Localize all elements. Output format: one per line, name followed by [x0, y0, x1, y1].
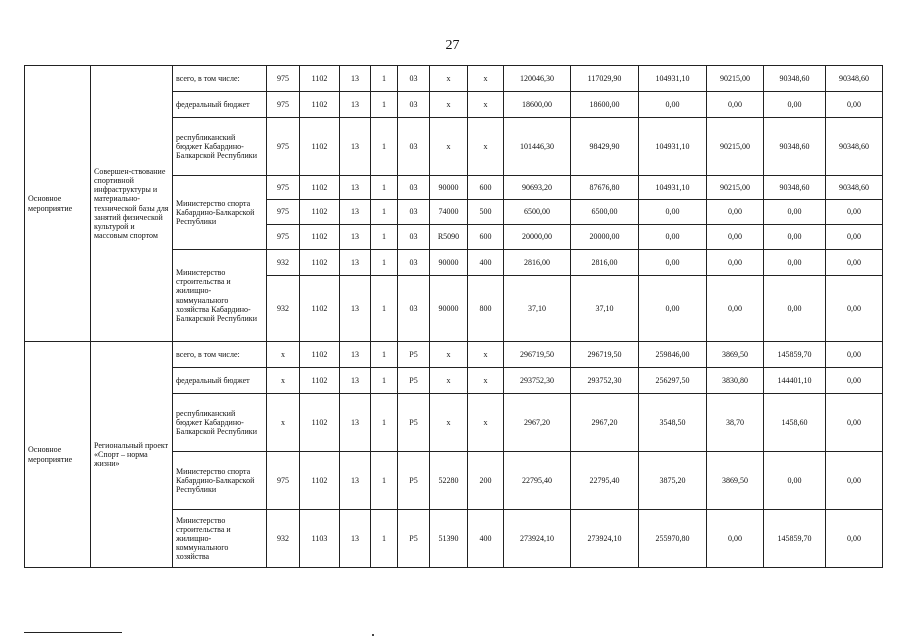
cell: 1 — [371, 368, 398, 394]
cell: x — [430, 342, 468, 368]
cell: 1103 — [300, 510, 340, 568]
cell: 120046,30 — [504, 66, 571, 92]
cell: 90000 — [430, 276, 468, 342]
table-row — [25, 342, 883, 368]
cell: 03 — [398, 225, 430, 250]
cell: 90215,00 — [707, 66, 764, 92]
cell: 1102 — [300, 342, 340, 368]
cell: 1102 — [300, 200, 340, 225]
cell: 0,00 — [639, 250, 707, 276]
cell: 975 — [267, 118, 300, 176]
cell: x — [430, 394, 468, 452]
cell: 0,00 — [707, 225, 764, 250]
cell: 0,00 — [639, 200, 707, 225]
cell: 3869,50 — [707, 452, 764, 510]
cell: 0,00 — [764, 276, 826, 342]
cell: 500 — [468, 200, 504, 225]
cell: x — [267, 394, 300, 452]
measure-type-cell: Основное мероприятие — [25, 342, 91, 568]
cell: 255970,80 — [639, 510, 707, 568]
cell: 145859,70 — [764, 510, 826, 568]
cell: P5 — [398, 342, 430, 368]
cell: 18600,00 — [571, 92, 639, 118]
cell: 98429,90 — [571, 118, 639, 176]
cell: 18600,00 — [504, 92, 571, 118]
cell: 256297,50 — [639, 368, 707, 394]
cell: 975 — [267, 66, 300, 92]
cell: 22795,40 — [504, 452, 571, 510]
cell: 975 — [267, 452, 300, 510]
funding-source-cell: федеральный бюджет — [173, 92, 267, 118]
cell: 104931,10 — [639, 66, 707, 92]
cell: 03 — [398, 276, 430, 342]
cell: 293752,30 — [571, 368, 639, 394]
funding-source-cell: федеральный бюджет — [173, 368, 267, 394]
funding-source-cell: всего, в том числе: — [173, 66, 267, 92]
cell: 6500,00 — [571, 200, 639, 225]
cell: 0,00 — [764, 452, 826, 510]
cell: 600 — [468, 176, 504, 200]
cell: x — [468, 118, 504, 176]
cell: 13 — [340, 225, 371, 250]
cell: 90348,60 — [826, 66, 883, 92]
cell: 3869,50 — [707, 342, 764, 368]
cell: 932 — [267, 510, 300, 568]
cell: 03 — [398, 92, 430, 118]
cell: 90348,60 — [826, 176, 883, 200]
cell: 90348,60 — [764, 176, 826, 200]
cell: x — [267, 342, 300, 368]
cell: 1102 — [300, 276, 340, 342]
funding-source-cell: Министерство строительства и жилищно-коммунального хозяйства Кабардино-Балкарской Республики — [173, 250, 267, 342]
cell: 90348,60 — [764, 118, 826, 176]
cell: 13 — [340, 342, 371, 368]
cell: 13 — [340, 368, 371, 394]
cell: 90693,20 — [504, 176, 571, 200]
cell: 3875,20 — [639, 452, 707, 510]
cell: 0,00 — [826, 200, 883, 225]
cell: P5 — [398, 452, 430, 510]
cell: 0,00 — [707, 250, 764, 276]
cell: 13 — [340, 176, 371, 200]
table-row — [25, 66, 883, 92]
cell: 0,00 — [826, 368, 883, 394]
funding-source-cell: Министерство строительства и жилищно-коммунального хозяйства — [173, 510, 267, 568]
cell: 0,00 — [826, 276, 883, 342]
cell: 273924,10 — [571, 510, 639, 568]
cell: 0,00 — [707, 200, 764, 225]
footnote-rule — [24, 632, 122, 633]
cell: 0,00 — [764, 92, 826, 118]
cell: 104931,10 — [639, 176, 707, 200]
cell: 22795,40 — [571, 452, 639, 510]
cell: 90215,00 — [707, 176, 764, 200]
cell: 0,00 — [707, 510, 764, 568]
cell: x — [468, 92, 504, 118]
cell: 3548,50 — [639, 394, 707, 452]
cell: 0,00 — [639, 92, 707, 118]
cell: 90000 — [430, 176, 468, 200]
scan-speck — [372, 634, 374, 636]
cell: 38,70 — [707, 394, 764, 452]
cell: 1 — [371, 66, 398, 92]
cell: 145859,70 — [764, 342, 826, 368]
cell: 0,00 — [639, 276, 707, 342]
cell: 52280 — [430, 452, 468, 510]
cell: R5090 — [430, 225, 468, 250]
budget-table — [24, 65, 883, 568]
cell: 0,00 — [764, 200, 826, 225]
cell: 0,00 — [639, 225, 707, 250]
table-body — [25, 66, 883, 568]
cell: 104931,10 — [639, 118, 707, 176]
cell: 259846,00 — [639, 342, 707, 368]
page-number: 27 — [445, 38, 460, 53]
cell: 1 — [371, 276, 398, 342]
cell: x — [468, 66, 504, 92]
cell: 144401,10 — [764, 368, 826, 394]
cell: 1102 — [300, 394, 340, 452]
cell: 0,00 — [826, 510, 883, 568]
funding-source-cell: республиканский бюджет Кабардино-Балкарской Республики — [173, 118, 267, 176]
cell: 975 — [267, 200, 300, 225]
cell: x — [267, 368, 300, 394]
cell: 13 — [340, 452, 371, 510]
cell: 13 — [340, 250, 371, 276]
cell: x — [468, 368, 504, 394]
funding-source-cell: республиканский бюджет Кабардино-Балкарской Республики — [173, 394, 267, 452]
cell: 0,00 — [826, 452, 883, 510]
cell: 20000,00 — [571, 225, 639, 250]
cell: 2967,20 — [571, 394, 639, 452]
cell: 1 — [371, 510, 398, 568]
cell: 13 — [340, 66, 371, 92]
cell: 6500,00 — [504, 200, 571, 225]
cell: 1 — [371, 452, 398, 510]
cell: 0,00 — [826, 342, 883, 368]
cell: 90000 — [430, 250, 468, 276]
cell: 90215,00 — [707, 118, 764, 176]
cell: 03 — [398, 118, 430, 176]
top-edge-mark — [612, 0, 752, 4]
cell: 03 — [398, 176, 430, 200]
cell: 0,00 — [707, 92, 764, 118]
funding-source-cell: всего, в том числе: — [173, 342, 267, 368]
cell: x — [430, 66, 468, 92]
cell: P5 — [398, 510, 430, 568]
cell: 87676,80 — [571, 176, 639, 200]
cell: 293752,30 — [504, 368, 571, 394]
cell: 600 — [468, 225, 504, 250]
cell: 932 — [267, 250, 300, 276]
cell: 117029,90 — [571, 66, 639, 92]
cell: x — [430, 368, 468, 394]
cell: 0,00 — [826, 250, 883, 276]
cell: 1102 — [300, 118, 340, 176]
cell: 975 — [267, 92, 300, 118]
cell: 1102 — [300, 92, 340, 118]
cell: 2967,20 — [504, 394, 571, 452]
cell: 800 — [468, 276, 504, 342]
cell: 1 — [371, 225, 398, 250]
cell: 0,00 — [764, 250, 826, 276]
cell: 932 — [267, 276, 300, 342]
cell: P5 — [398, 394, 430, 452]
cell: 0,00 — [826, 92, 883, 118]
measure-name-cell: Совершен-ствование спортивной инфраструктуры и материально-технической базы для занятий физической культурой и массовым спортом — [91, 66, 173, 342]
cell: 975 — [267, 176, 300, 200]
cell: 1 — [371, 250, 398, 276]
cell: 13 — [340, 200, 371, 225]
cell: 400 — [468, 510, 504, 568]
cell: 1102 — [300, 250, 340, 276]
cell: 90348,60 — [764, 66, 826, 92]
cell: 1 — [371, 200, 398, 225]
cell: 1102 — [300, 176, 340, 200]
cell: 1102 — [300, 368, 340, 394]
cell: 200 — [468, 452, 504, 510]
cell: 1 — [371, 342, 398, 368]
cell: 1 — [371, 176, 398, 200]
cell: 0,00 — [764, 225, 826, 250]
cell: 20000,00 — [504, 225, 571, 250]
cell: 2816,00 — [504, 250, 571, 276]
measure-type-cell: Основное мероприятие — [25, 66, 91, 342]
cell: 13 — [340, 276, 371, 342]
cell: 0,00 — [826, 225, 883, 250]
cell: 1458,60 — [764, 394, 826, 452]
cell: 296719,50 — [504, 342, 571, 368]
cell: 2816,00 — [571, 250, 639, 276]
cell: 1102 — [300, 452, 340, 510]
cell: 03 — [398, 66, 430, 92]
cell: 1102 — [300, 225, 340, 250]
cell: 74000 — [430, 200, 468, 225]
cell: x — [468, 342, 504, 368]
funding-source-cell: Министерство спорта Кабардино-Балкарской Республики — [173, 452, 267, 510]
cell: 13 — [340, 118, 371, 176]
cell: 0,00 — [826, 394, 883, 452]
cell: P5 — [398, 368, 430, 394]
cell: 13 — [340, 92, 371, 118]
cell: 13 — [340, 394, 371, 452]
cell: 90348,60 — [826, 118, 883, 176]
measure-name-cell: Региональный проект «Спорт – норма жизни» — [91, 342, 173, 568]
cell: 101446,30 — [504, 118, 571, 176]
cell: 37,10 — [571, 276, 639, 342]
cell: 975 — [267, 225, 300, 250]
cell: 37,10 — [504, 276, 571, 342]
cell: 03 — [398, 250, 430, 276]
cell: 13 — [340, 510, 371, 568]
cell: 51390 — [430, 510, 468, 568]
funding-source-cell: Министерство спорта Кабардино-Балкарской Республики — [173, 176, 267, 250]
cell: 0,00 — [707, 276, 764, 342]
cell: x — [430, 118, 468, 176]
cell: 296719,50 — [571, 342, 639, 368]
cell: 1 — [371, 118, 398, 176]
cell: 1 — [371, 92, 398, 118]
cell: 273924,10 — [504, 510, 571, 568]
cell: x — [468, 394, 504, 452]
cell: 03 — [398, 200, 430, 225]
cell: 1102 — [300, 66, 340, 92]
cell: 1 — [371, 394, 398, 452]
cell: 400 — [468, 250, 504, 276]
cell: x — [430, 92, 468, 118]
cell: 3830,80 — [707, 368, 764, 394]
